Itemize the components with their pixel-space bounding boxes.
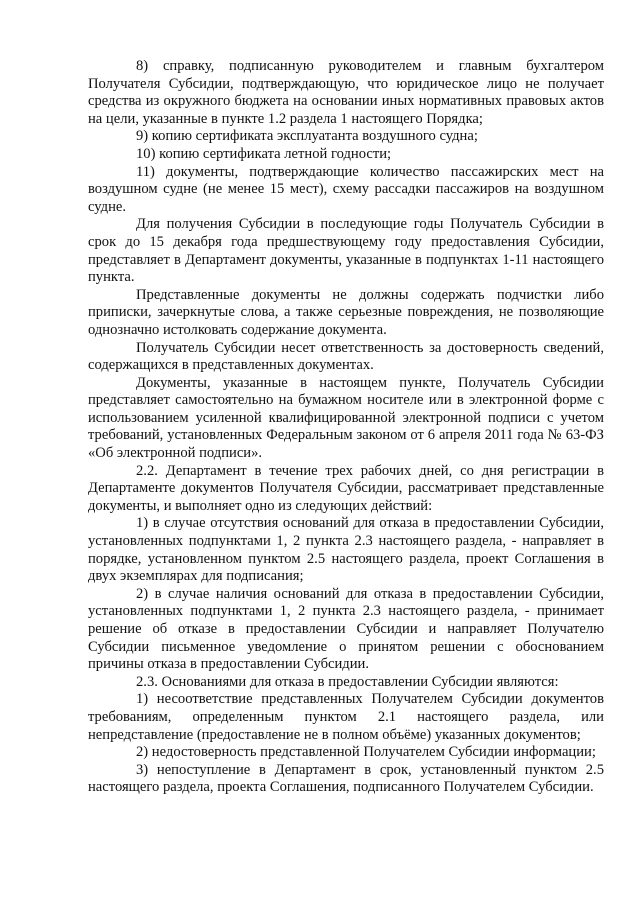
- paragraph-2-3-item-2: 2) недостоверность представленной Получателем Субсидии информации;: [136, 744, 596, 761]
- paragraph-2-2-item-1: 1) в случае отсутствия оснований для отказа в предоставлении Субсидии, установленных подпунктами 1, 2 пункта 2.3 настоящего раздела, - направляет в порядке, установленном пунктом 2.5 настоящего раздела, проект Соглашения в двух экземплярах для подписания;: [88, 515, 604, 585]
- paragraph-item-11-seats: 11) документы, подтверждающие количество пассажирских мест на воздушном судне (не менее 15 мест), схему рассадки пассажиров на воздушном судне.: [88, 163, 604, 215]
- paragraph-2-3-item-1: 1) несоответствие представленных Получателем Субсидии документов требованиям, определенным пунктом 2.1 настоящего раздела, или непредставление (предоставление не в полном объёме) указанных документов;: [88, 691, 604, 743]
- paragraph-section-2-2: 2.2. Департамент в течение трех рабочих дней, со дня регистрации в Департаменте документов Получателя Субсидии, рассматривает представленные документы, и выполняет одно из следующих действий:: [88, 462, 604, 514]
- paragraph-item-10-airworthiness: 10) копию сертификата летной годности;: [136, 145, 392, 162]
- document-page: [88, 58, 604, 797]
- paragraph-following-years: Для получения Субсидии в последующие годы Получатель Субсидии в срок до 15 декабря года предшествующему году предоставления Субсидии, представляет в Департамент документы, указанные в подпунктах 1-11 настоящего пункта.: [88, 216, 604, 286]
- paragraph-responsibility: Получатель Субсидии несет ответственность за достоверность сведений, содержащихся в представленных документах.: [88, 339, 604, 374]
- paragraph-section-2-3: 2.3. Основаниями для отказа в предоставлении Субсидии являются:: [136, 673, 559, 690]
- paragraph-electronic-form: Документы, указанные в настоящем пункте, Получатель Субсидии представляет самостоятельно на бумажном носителе или в электронной форме с использованием усиленной квалифицированной электронной подписи с учетом требований, установленных Федеральным законом от 6 апреля 2011 года № 63-ФЗ «Об электронной подписи».: [88, 374, 604, 462]
- paragraph-2-2-item-2: 2) в случае наличия оснований для отказа в предоставлении Субсидии, установленных подпунктами 1, 2 пункта 2.3 настоящего раздела, - принимает решение об отказе в предоставлении Субсидии и направляет Получателю Субсидии письменное уведомление о принятом решении с обоснованием причины отказа в предоставлении Субсидии.: [88, 585, 604, 673]
- paragraph-no-corrections: Представленные документы не должны содержать подчистки либо приписки, зачеркнутые слова, а также серьезные повреждения, не позволяющие однозначно истолковать содержание документа.: [88, 286, 604, 338]
- paragraph-2-3-item-3: 3) непоступление в Департамент в срок, установленный пунктом 2.5 настоящего раздела, проекта Соглашения, подписанного Получателем Субсидии.: [88, 761, 604, 796]
- paragraph-item-8-certificate: 8) справку, подписанную руководителем и главным бухгалтером Получателя Субсидии, подтверждающую, что юридическое лицо не получает средства из окружного бюджета на основании иных нормативных правовых актов на цели, указанные в пункте 1.2 раздела 1 настоящего Порядка;: [88, 58, 604, 127]
- paragraph-item-9-operator-certificate: 9) копию сертификата эксплуатанта воздушного судна;: [136, 128, 478, 145]
